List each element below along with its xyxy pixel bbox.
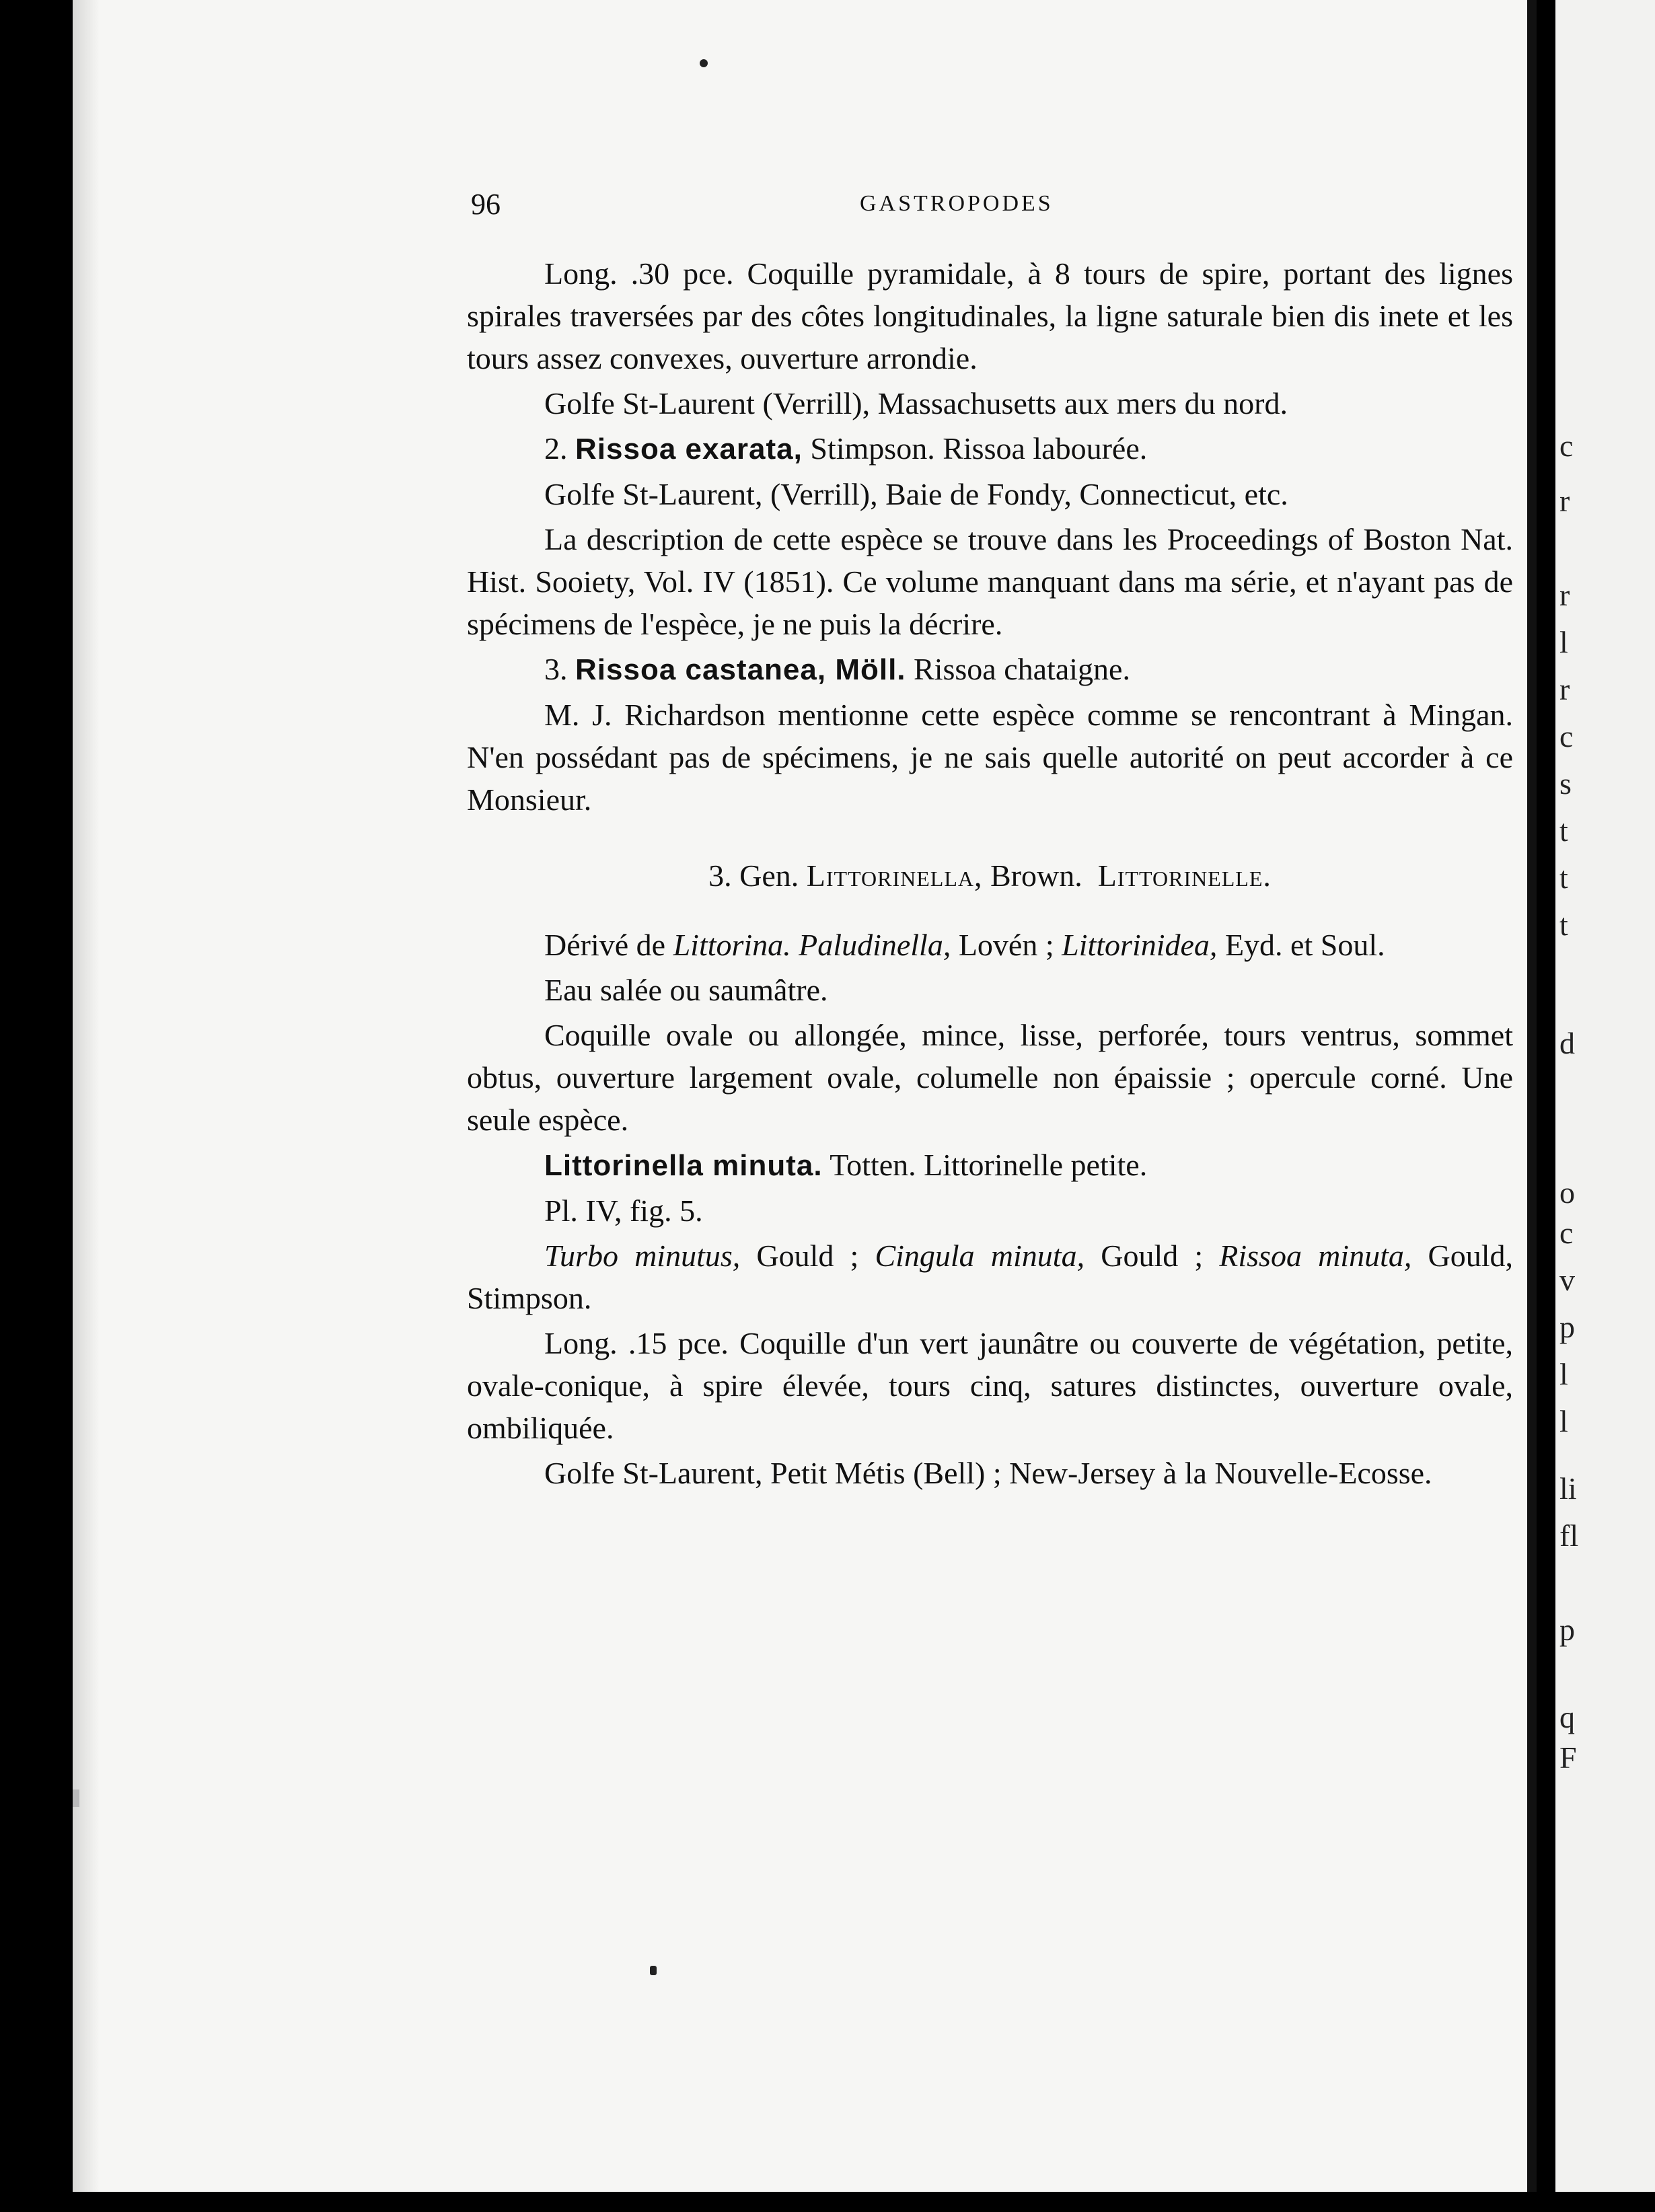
ink-speck xyxy=(650,1966,657,1975)
scanned-page xyxy=(73,0,1537,2192)
fragment-letter: p xyxy=(1559,1310,1575,1344)
text-run: Gould, Stimpson. xyxy=(467,1239,1513,1315)
genus-author: Brown. xyxy=(982,858,1082,893)
italic-name: Littorina. Paludinella, xyxy=(673,928,951,962)
italic-name: Littorinidea, xyxy=(1062,928,1218,962)
fragment-letter: F xyxy=(1559,1740,1577,1775)
italic-name: Rissoa minuta, xyxy=(1219,1239,1412,1273)
species-author: Totten. Littorinelle petite. xyxy=(822,1148,1148,1182)
species-name: Rissoa exarata, xyxy=(575,433,803,466)
paragraph: Golfe St-Laurent, Petit Métis (Bell) ; New-Jersey à la Nouvelle-Ecosse. xyxy=(544,1456,1432,1490)
species-entry xyxy=(467,427,1513,470)
species-entry xyxy=(467,648,1513,691)
page-edge xyxy=(1527,0,1537,2192)
paragraph: Golfe St-Laurent (Verrill), Massachusetts aux mers du nord. xyxy=(544,386,1288,420)
body-text xyxy=(467,252,1513,1497)
fragment-letter: l xyxy=(1559,625,1568,659)
paragraph: Long. .15 pce. Coquille d'un vert jaunâtre ou couverte de végétation, petite, ovale-conique, à spire élevée, tours cinq, satures distinctes, ouverture ovale, ombiliquée. xyxy=(467,1326,1513,1445)
fragment-letter: p xyxy=(1559,1613,1575,1647)
running-head: GASTROPODES xyxy=(860,191,1054,216)
gutter-shadow xyxy=(73,0,100,2192)
text-run: Dérivé de xyxy=(544,928,673,962)
italic-name: Turbo minutus, xyxy=(544,1239,741,1273)
fragment-letter: c xyxy=(1559,429,1574,463)
page-header xyxy=(73,187,1537,227)
genus-french-name: Littorinelle. xyxy=(1097,858,1272,893)
species-name: Rissoa castanea, Möll. xyxy=(575,653,906,686)
synonymy xyxy=(467,1234,1513,1319)
page-number: 96 xyxy=(471,188,501,221)
text-run: Gould ; xyxy=(740,1239,875,1273)
plate-reference: Pl. IV, fig. 5. xyxy=(544,1193,703,1228)
fragment-letter: v xyxy=(1559,1263,1575,1297)
fragment-letter: t xyxy=(1559,908,1568,942)
species-author: Stimpson. Rissoa labourée. xyxy=(802,431,1148,466)
paragraph: Coquille ovale ou allongée, mince, lisse, perforée, tours ventrus, sommet obtus, ouverture largement ovale, columelle non épaissie ; opercule corné. Une seule espèce. xyxy=(467,1018,1513,1137)
fragment-letter: r xyxy=(1559,484,1570,518)
species-number: 3. xyxy=(544,652,568,686)
fragment-letter: l xyxy=(1559,1357,1568,1391)
fragment-letter: o xyxy=(1559,1175,1575,1210)
fragment-letter: d xyxy=(1559,1026,1575,1060)
fragment-letter: r xyxy=(1559,578,1570,612)
genus-name: Littorinella, xyxy=(806,858,983,893)
genus-heading xyxy=(467,854,1513,897)
margin-mark xyxy=(73,1790,79,1807)
italic-name: Cingula minuta, xyxy=(875,1239,1085,1273)
paragraph: Golfe St-Laurent, (Verrill), Baie de Fondy, Connecticut, etc. xyxy=(544,477,1288,511)
fragment-letter: c xyxy=(1559,1216,1574,1250)
fragment-letter: c xyxy=(1559,719,1574,753)
paragraph: Long. .30 pce. Coquille pyramidale, à 8 tours de spire, portant des lignes spirales traversées par des côtes longitudinales, la ligne saturale bien dis inete et les tours assez convexes, ouverture arrondie. xyxy=(467,256,1513,375)
paragraph xyxy=(467,924,1513,966)
fragment-letter: r xyxy=(1559,672,1570,706)
paragraph: La description de cette espèce se trouve dans les Proceedings of Boston Nat. Hist. Sooiety, Vol. IV (1851). Ce volume manquant dans ma série, et n'ayant pas de spécimens de l'espèce, je ne puis la décrire. xyxy=(467,522,1513,641)
paragraph: Eau salée ou saumâtre. xyxy=(544,973,828,1007)
fragment-letter: li xyxy=(1559,1471,1577,1506)
text-run: Lovén ; xyxy=(951,928,1062,962)
fragment-letter: q xyxy=(1559,1700,1575,1734)
genus-number: 3. Gen. xyxy=(708,858,799,893)
fragment-letter: t xyxy=(1559,860,1568,895)
text-run: Gould ; xyxy=(1084,1239,1220,1273)
adjacent-page-fragment xyxy=(1555,0,1655,2192)
species-name: Littorinella minuta. xyxy=(544,1149,823,1182)
species-author: Rissoa chataigne. xyxy=(906,652,1130,686)
ink-speck xyxy=(700,59,708,67)
species-entry xyxy=(467,1144,1513,1187)
paragraph: M. J. Richardson mentionne cette espèce comme se rencontrant à Mingan. N'en possédant pas de spécimens, je ne sais quelle autorité on peut accorder à ce Monsieur. xyxy=(467,698,1513,817)
fragment-letter: t xyxy=(1559,813,1568,848)
fragment-letter: fl xyxy=(1559,1518,1579,1553)
fragment-letter: l xyxy=(1559,1404,1568,1438)
fragment-letter: s xyxy=(1559,766,1572,801)
text-run: Eyd. et Soul. xyxy=(1217,928,1385,962)
species-number: 2. xyxy=(544,431,568,466)
